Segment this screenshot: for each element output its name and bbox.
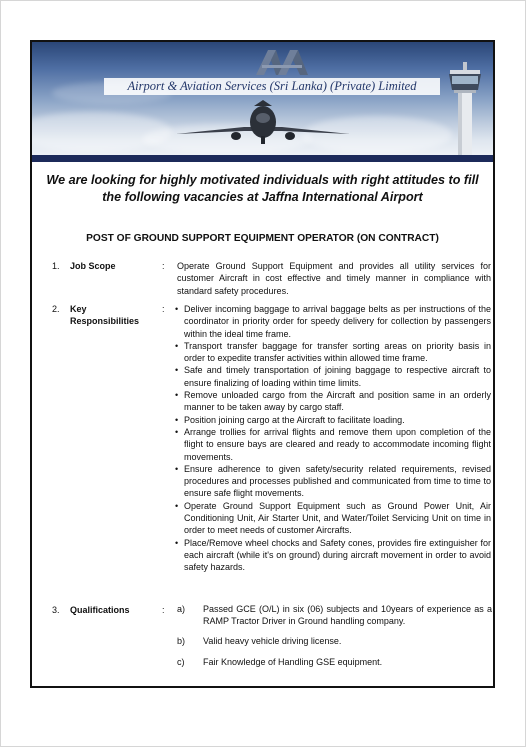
list-item: • Operate Ground Support Equipment such as Ground Power Unit, Air Conditioning Unit, Air Starter Unit, and Water/Toilet Servicing Unit on time in order to meet needs of customer Aircrafts. — [175, 500, 491, 537]
qualification-item — [177, 604, 493, 630]
qualification-item — [177, 636, 493, 650]
section-colon: : — [162, 261, 165, 271]
qualification-letter: a) — [177, 604, 186, 614]
qualification-text: Valid heavy vehicle driving license. — [203, 636, 342, 646]
section-colon: : — [162, 605, 165, 615]
list-item: • Deliver incoming baggage to arrival baggage belts as per instructions of the coordinator in priority order for speedy delivery for collection by passengers within the ideal time frame. — [175, 303, 491, 340]
section-colon: : — [162, 304, 165, 314]
section-label: Job Scope — [70, 261, 116, 271]
qualification-item — [177, 657, 493, 671]
control-tower-icon — [445, 60, 485, 156]
qualification-text: Fair Knowledge of Handling GSE equipment. — [203, 657, 383, 667]
section-number: 2. — [52, 304, 60, 314]
list-item: • Place/Remove wheel chocks and Safety cones, provides fire extinguisher for each aircraft (while it's on ground) during aircraft movement in order to avoid safety hazards. — [175, 537, 491, 574]
vacancy-notice — [30, 40, 495, 688]
section-number: 1. — [52, 261, 60, 271]
post-title: POST OF GROUND SUPPORT EQUIPMENT OPERATOR (ON CONTRACT) — [86, 233, 439, 244]
qualification-text: Passed GCE (O/L) in six (06) subjects and 10years of experience as a RAMP Tractor Driver in Ground handling company. — [203, 604, 492, 626]
list-item: • Transport transfer baggage for transfer sorting areas on priority basis in order to expedite transfer activities within allowed time frame. — [175, 340, 491, 365]
list-item: • Position joining cargo at the Aircraft to facilitate loading. — [175, 414, 491, 426]
section-label — [70, 303, 139, 328]
list-item: • Ensure adherence to given safety/security related requirements, revised procedures and processes published and communicated from time to time to ensure safe flight movements. — [175, 463, 491, 500]
airplane-icon — [174, 98, 352, 148]
headline: We are looking for highly motivated individuals with right attitudes to fill the following vacancies at Jaffna International Airport — [46, 173, 479, 204]
list-item: • Remove unloaded cargo from the Aircraft and position same in an orderly manner to be taken away by cargo staff. — [175, 389, 491, 414]
qualification-letter: b) — [177, 636, 186, 646]
section-label-line: Key — [70, 304, 87, 314]
section-label: Qualifications — [70, 605, 130, 615]
job-scope-section — [32, 260, 493, 300]
header-banner — [32, 42, 493, 162]
list-item: • Arrange trollies for arrival flights and remove them upon completion of the flight to ensure bays are cleared and ready to accommodate incoming flight movements. — [175, 426, 491, 463]
responsibilities-list — [175, 303, 491, 574]
section-number: 3. — [52, 605, 60, 615]
job-scope-text: Operate Ground Support Equipment and provides all utility services for customer Aircraft in cost effective and timely manner in compliance with standard safety procedures. — [177, 261, 491, 296]
list-item: • Safe and timely transportation of joining baggage to respective aircraft to ensure finalizing of loading within time limits. — [175, 364, 491, 389]
section-label-line: Responsibilities — [70, 316, 140, 327]
company-logo-icon — [254, 48, 316, 76]
qualification-letter: c) — [177, 657, 185, 667]
company-name: Airport & Aviation Services (Sri Lanka) (Private) Limited — [104, 78, 440, 95]
